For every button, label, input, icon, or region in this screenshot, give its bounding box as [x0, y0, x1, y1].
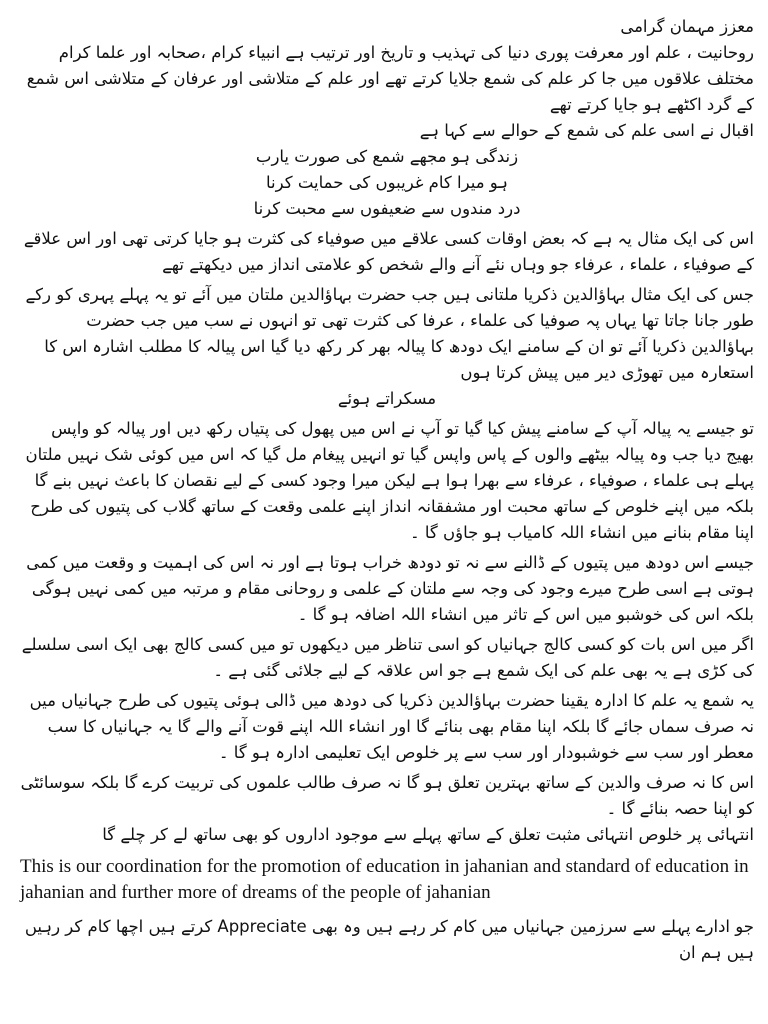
paragraph-intro: روحانیت ، علم اور معرفت پوری دنیا کی تہذیب و تاریخ اور ترتیب ہے انبیاء کرام ،صحابہ اور علما کرام مختلف علاقوں میں جا کر علم کی شمع جلایا کرتے تھے اور علم کے متلاشی اور عرفان کے متلاشی اس شمع کے گرد اکٹھے ہو جایا کرتے تھے — [26, 43, 754, 114]
paragraph-institution: یہ شمع یہ علم کا ادارہ یقینا حضرت بہاؤالدین ذکریا کی دودھ میں ڈالی ہوئی پتیوں کی طرح جہانیاں میں نہ صرف سماں جائے گا بلکہ اپنا مقام بھی بنائے گا اور انشاء اللہ اپنے قوت آنے والے گا یہ جہانیاں کا سب معطر اور سب سے خوشبودار اور سب سے پر خلوص ایک تعلیمی ادارہ ہو گا ۔ — [29, 691, 754, 762]
closing-paragraph: جو ادارے پہلے سے سرزمین جہانیاں میں کام کر رہے ہیں وہ بھی Appreciate کرتے ہیں اچھا کام کر رہیں ہیں ہم ان — [24, 917, 754, 962]
verse-line: درد مندوں سے ضعیفوں سے محبت کرنا — [253, 199, 521, 218]
salutation: معزز مہمان گرامی — [620, 17, 754, 36]
paragraph-society: اس کا نہ صرف والدین کے ساتھ بہترین تعلق ہو گا نہ صرف طالب علموں کی تربیت کرے گا بلکہ سوسائٹی کو اپنا حصہ بنائے گا ۔ — [20, 773, 754, 818]
paragraph-example: اس کی ایک مثال یہ ہے کہ بعض اوقات کسی علاقے میں صوفیاء کی کثرت ہو جایا کرتی تھی اور اس علاقے کے صوفیاء ، علماء ، عرفاء جو وہاں نئے آنے والے شخص کو علامتی انداز میں دیکھتے تھے — [23, 229, 754, 274]
verse-line: زندگی ہو مجھے شمع کی صورت یارب — [255, 147, 519, 166]
paragraph-bahauddin: جس کی ایک مثال بہاؤالدین ذکریا ملتانی ہیں جب حضرت بہاؤالدین ملتان میں آئے تو یہ پہلے پہری کو رکے طور جانا جاتا تھا یہاں پہ صوفیا کی علماء ، عرفا کی کثرت تھی تو انہوں نے سب میں جب حضرت بہاؤالدین ذکریا آئے تو ان کے سامنے ایک دودھ کا پیالہ بھر کر رکھ دیا گیا اس پیالہ کا مطلب اشارہ اس کا استعارہ میں تھوڑی دیر میں پیش کرتا ہوں — [25, 285, 754, 382]
paragraph-relations: انتہائی پر خلوص انتہائی مثبت تعلق کے ساتھ پہلے سے موجود اداروں کو بھی ساتھ لے کر چلے گا — [102, 825, 754, 844]
paragraph-petals: جیسے اس دودھ میں پتیوں کے ڈالنے سے نہ تو دودھ خراب ہوتا ہے اور نہ اس کی اہمیت و وقعت میں کمی ہوتی ہے اسی طرح میرے وجود کی وجہ سے ملتان کے علمی و روحانی مقام و مرتبہ میں کمی نہیں ہوگی بلکہ اس کی خوشبو میں اس کے تاثر میں انشاء اللہ اضافہ ہو گا ۔ — [26, 553, 754, 624]
paragraph-aside: مسکراتے ہوئے — [337, 389, 437, 408]
verse-line: ہو میرا کام غریبوں کی حمایت کرنا — [266, 173, 508, 192]
paragraph-college: اگر میں اس بات کو کسی کالج جہانیاں کو اسی تناظر میں دیکھوں تو میں کسی کالج بھی ایک اسی سلسلے کی کڑی ہے یہ بھی علم کی ایک شمع ہے جو اس علاقہ کے لیے جلائی گئی ہے ۔ — [21, 635, 754, 680]
english-note: This is our coordination for the promotion of education in jahanian and standard of education in jahanian and further more of dreams of the people of jahanian — [20, 856, 749, 903]
verse-intro: اقبال نے اسی علم کی شمع کے حوالے سے کہا ہے — [419, 121, 754, 140]
paragraph-milk-bowl: تو جیسے یہ پیالہ آپ کے سامنے پیش کیا گیا تو آپ نے اس میں پھول کی پتیاں رکھ دیں اور پیالہ کو واپس بھیج دیا جب وہ پیالہ بیٹھے والوں کے پاس واپس گیا تو انہیں پیغام مل گیا کہ اس میں کوئی شک نہیں ملتان پہلے ہی علماء ، صوفیاء ، عرفاء سے بھرا ہوا ہے لیکن میرا وجود کسی کے لیے نقصان کا باعث نہیں بنے گا بلکہ میں اپنے خلوص کے ساتھ محبت اور مشفقانہ انداز اپنے علمی وقعت کے ساتھ گلاب کی پتیوں کی طرح اپنا مقام بنانے میں انشاء اللہ کامیاب ہو جاؤں گا ۔ — [25, 419, 754, 542]
